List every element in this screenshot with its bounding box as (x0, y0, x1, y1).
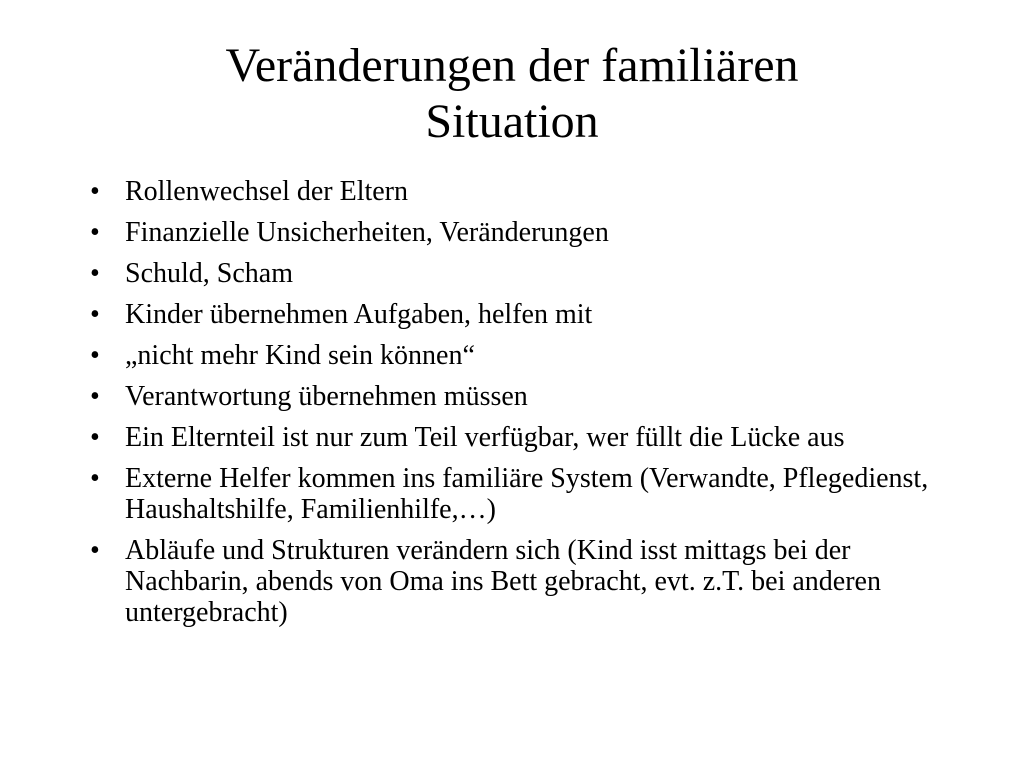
bullet-icon: • (90, 176, 100, 207)
bullet-text: Rollenwechsel der Eltern (125, 176, 409, 207)
bullet-text: Schuld, Scham (125, 258, 293, 289)
title-line-2: Situation (425, 95, 599, 148)
bullet-icon: • (90, 463, 100, 494)
bullet-item (90, 381, 970, 412)
bullet-list (90, 176, 970, 638)
bullet-text: Verantwortung übernehmen müssen (125, 381, 528, 412)
bullet-item (90, 340, 970, 371)
bullet-item (90, 422, 970, 453)
bullet-icon: • (90, 217, 100, 248)
bullet-text: Kinder übernehmen Aufgaben, helfen mit (125, 299, 593, 330)
bullet-item (90, 217, 970, 248)
bullet-item (90, 258, 970, 289)
bullet-item (90, 463, 970, 525)
bullet-item (90, 535, 970, 628)
bullet-text: Externe Helfer kommen ins familiäre System (Verwandte, Pflegedienst, Haushaltshilfe, Familienhilfe,…) (125, 463, 929, 525)
bullet-text: „nicht mehr Kind sein können“ (125, 340, 475, 371)
bullet-icon: • (90, 381, 100, 412)
bullet-text: Finanzielle Unsicherheiten, Veränderungen (125, 217, 609, 248)
bullet-icon: • (90, 299, 100, 330)
bullet-text: Ein Elternteil ist nur zum Teil verfügbar, wer füllt die Lücke aus (125, 422, 845, 453)
bullet-icon: • (90, 535, 100, 566)
bullet-icon: • (90, 422, 100, 453)
bullet-icon: • (90, 258, 100, 289)
bullet-item (90, 299, 970, 330)
bullet-item (90, 176, 970, 207)
bullet-icon: • (90, 340, 100, 371)
slide-title (0, 38, 1024, 150)
title-line-1: Veränderungen der familiären (225, 39, 799, 92)
bullet-text: Abläufe und Strukturen verändern sich (Kind isst mittags bei der Nachbarin, abends von Oma ins Bett gebracht, evt. z.T. bei anderen untergebracht) (125, 535, 881, 628)
